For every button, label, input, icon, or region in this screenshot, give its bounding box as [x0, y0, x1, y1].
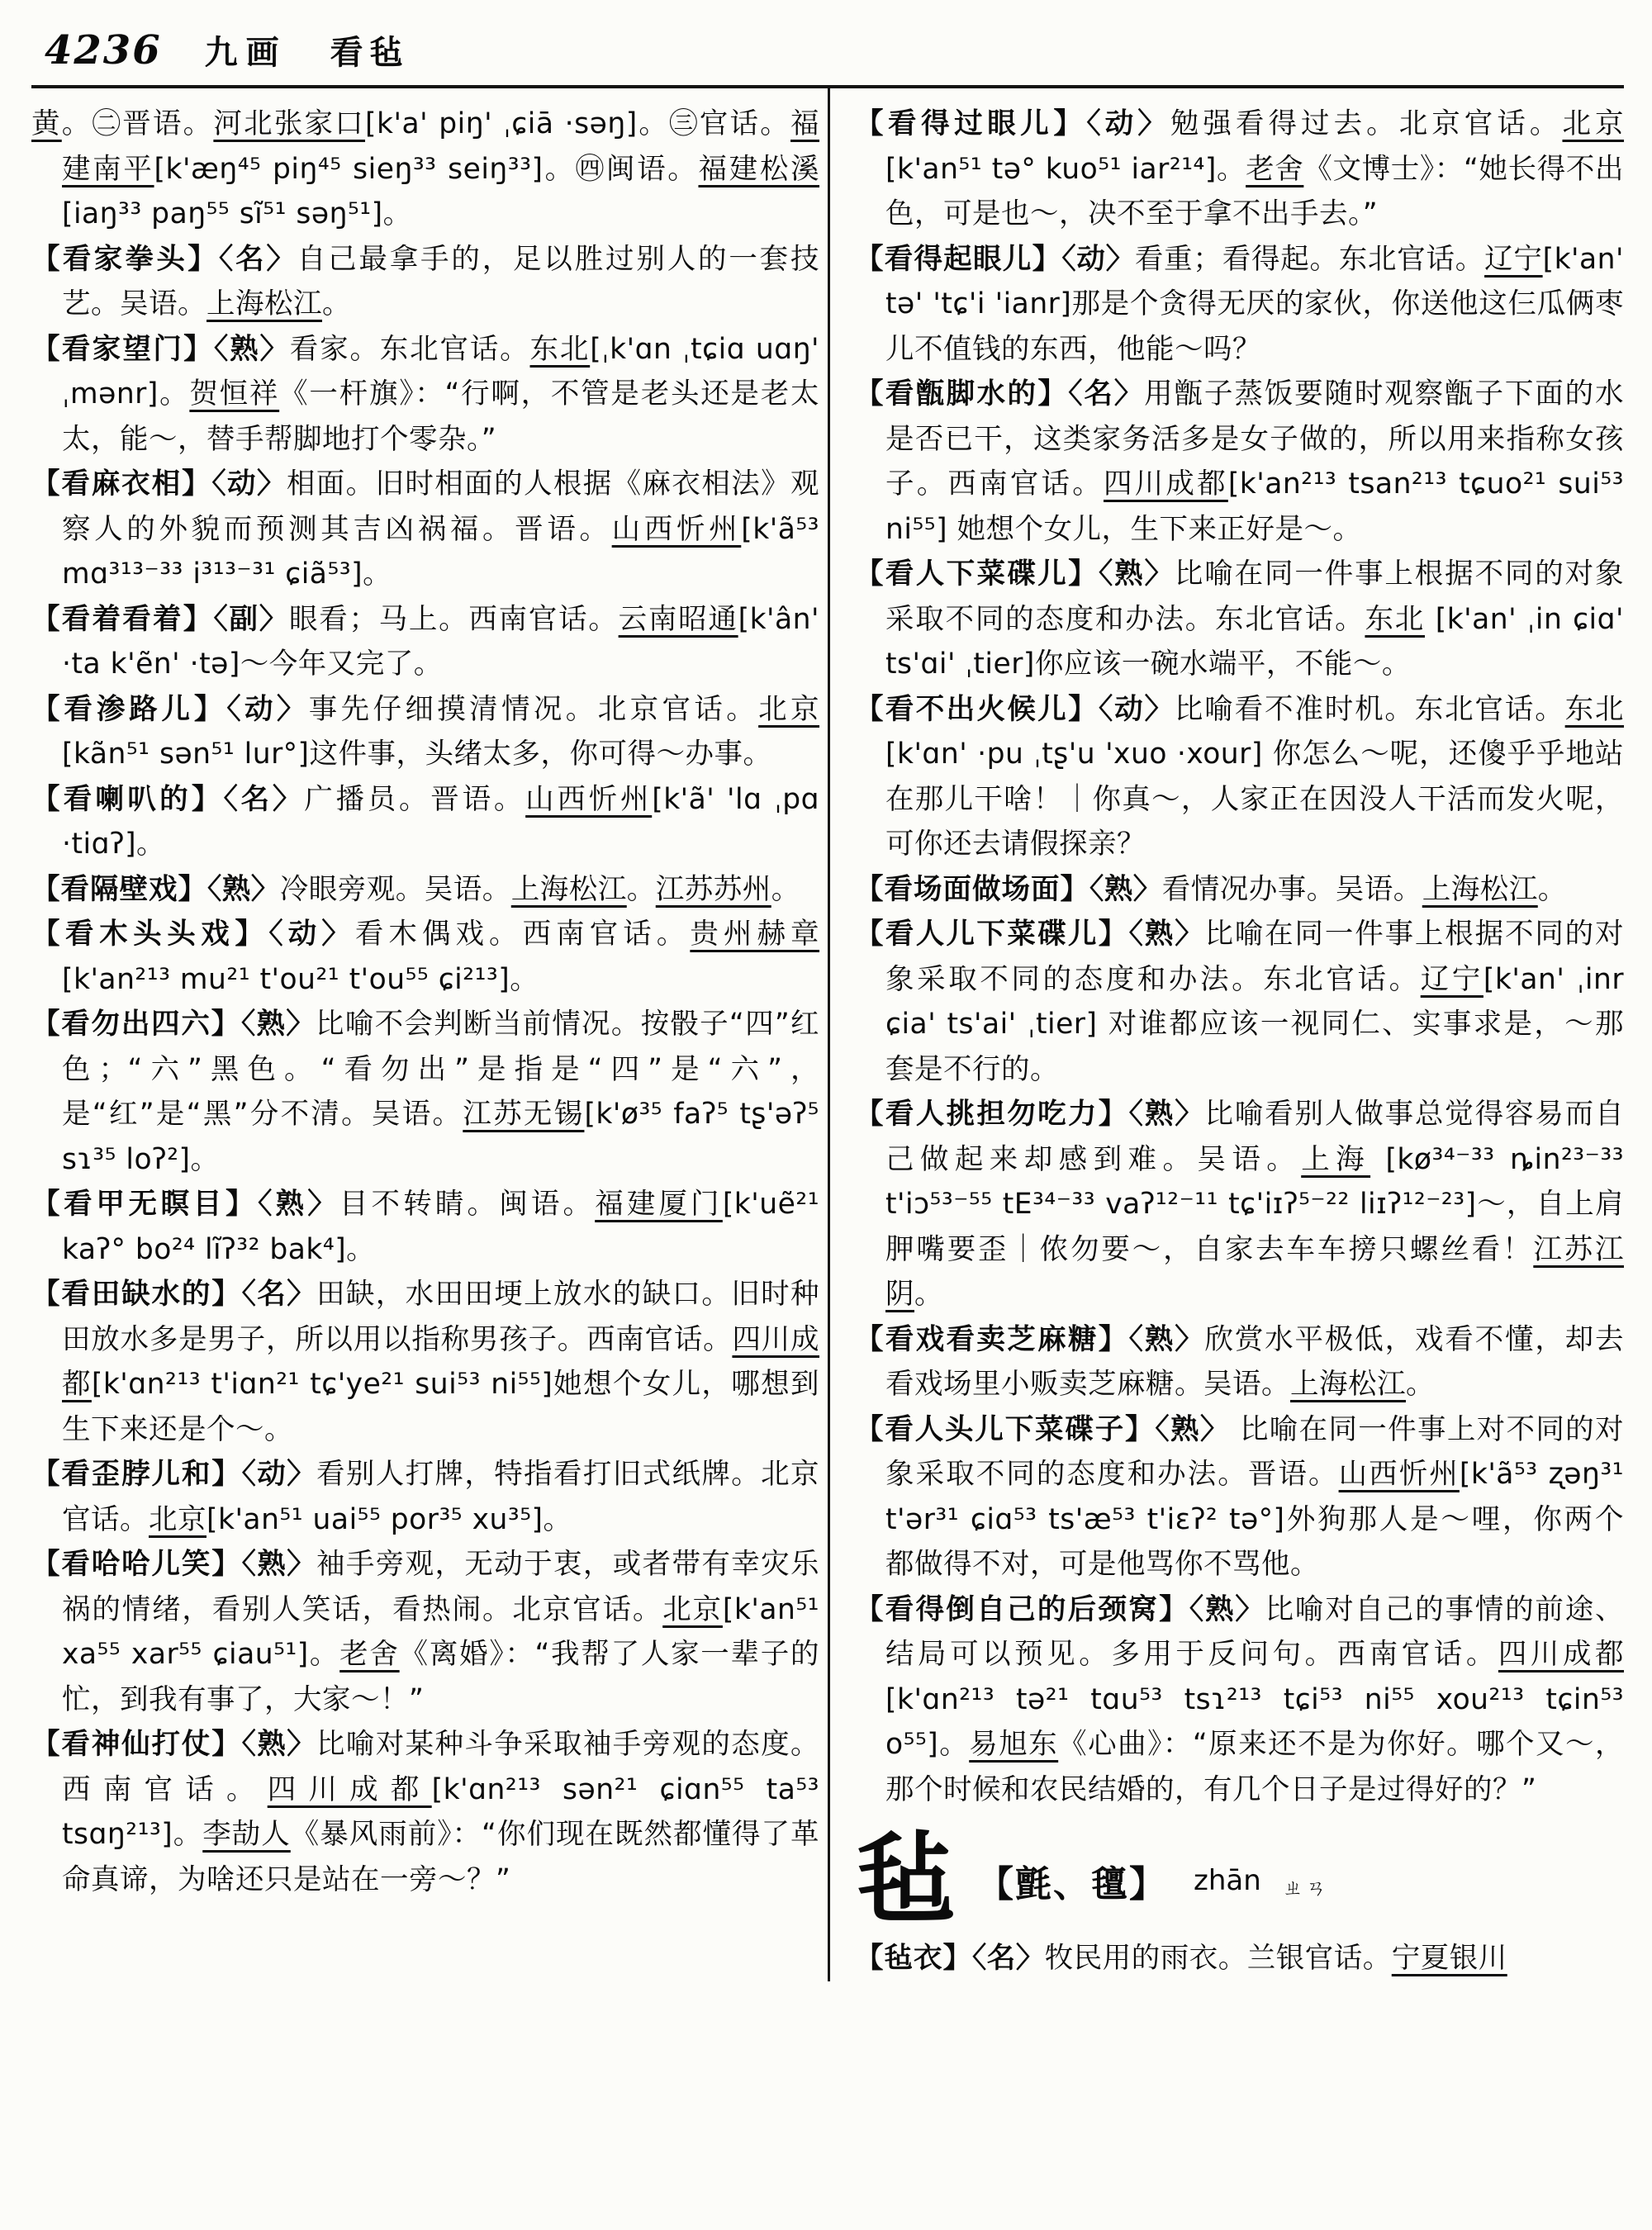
dict-entry — [31, 1452, 819, 1542]
entry-text: [k'ã⁵³ ʐəŋ³¹ t'ər³¹ ɕiɑ⁵³ ts'æ⁵³ t'iɛʔ² tə°]外狗那人是～哩，你两个都做得不对，可是他骂你不骂他。 — [885, 1458, 1624, 1581]
pos-label: 〈名〉 — [972, 1942, 1045, 1975]
pos-label: 〈熟〉 — [240, 1008, 316, 1041]
entry-text: 比喻在同一件事上对不同的对象采取不同的态度和办法。晋语。 — [885, 1412, 1625, 1491]
entry-text: 。 — [771, 872, 800, 906]
pos-label: 〈名〉 — [218, 242, 297, 276]
head-character-pinyin: zhān — [1194, 1864, 1261, 1897]
entry-text: 比喻不会判断当前情况。按骰子“四”红色；“六”黑色。“看勿出”是指是“四”是“六”，是“红”是“黑”分不清。吴语。 — [62, 1008, 820, 1131]
entry-headword: 【看勿出四六】 — [31, 1008, 241, 1041]
dict-entry — [855, 237, 1624, 372]
entry-text: [k'ɑn²¹³ sən²¹ ɕiɑn⁵⁵ ta⁵³ tsɑŋ²¹³]。 — [62, 1772, 820, 1851]
entry-headword: 【看哈哈儿笑】 — [31, 1548, 242, 1581]
entry-headword: 【看渗路儿】 — [31, 692, 227, 726]
entry-text: 《一杆旗》：“行啊，不管是老头还是老太太，能～，替手帮脚地打个零杂。” — [62, 377, 820, 456]
dict-entry — [855, 1092, 1624, 1317]
pos-label: 〈熟〉 — [1155, 1412, 1230, 1446]
dialect-location: 老舍 — [339, 1638, 400, 1671]
entry-text: 勉强看得过去。北京官话。 — [1170, 107, 1563, 140]
entry-text: 看重；看得起。东北官话。 — [1134, 242, 1485, 276]
head-character-zhuyin: ㄓㄢ — [1282, 1876, 1329, 1900]
dict-entry — [31, 1542, 819, 1722]
entry-text: 事先仔细摸清情况。北京官话。 — [308, 692, 759, 726]
pos-label: 〈熟〉 — [241, 1728, 316, 1761]
entry-headword: 【看戏看卖芝麻糖】 — [855, 1322, 1129, 1356]
entry-text: 比喻对自己的事情的前途、结局可以预见。多用于反问句。西南官话。 — [885, 1592, 1625, 1671]
entry-text: [k'an⁵¹ tə° kuo⁵¹ iar²¹⁴]。 — [885, 152, 1246, 186]
dict-entry — [31, 327, 819, 463]
entry-text: 自己最拿手的，足以胜过别人的一套技艺。吴语。 — [62, 242, 820, 320]
dialect-location: 云南昭通 — [618, 602, 738, 636]
dict-entry — [31, 777, 819, 867]
dialect-location: 北京 — [149, 1502, 206, 1536]
entry-text: [k'an⁵¹ xa⁵⁵ xar⁵⁵ ɕiau⁵¹]。 — [62, 1592, 819, 1671]
entry-text: [k'an' tə' 'tɕ'i 'ianr]那是个贪得无厌的家伙，你送他这仨瓜俩枣儿不值钱的东西，他能～吗？ — [885, 242, 1625, 366]
entry-headword: 【看人头儿下菜碟子】 — [855, 1412, 1156, 1446]
entry-text: [kø³⁴⁻³³ ȵin²³⁻³³ t'iɔ⁵³⁻⁵⁵ tE³⁴⁻³³ vaʔ¹²⁻¹¹ tɕ'iɪʔ⁵⁻²² liɪʔ¹²⁻²³]～，自上肩胛嘴要歪｜侬勿要～，自家去车车搒只螺丝看！ — [885, 1142, 1625, 1266]
entry-text: [k'ɑn²¹³ t'iɑn²¹ tɕ'ye²¹ sui⁵³ ni⁵⁵]她想个女儿，哪想到生下来还是个～。 — [62, 1368, 819, 1446]
dict-entry — [31, 1182, 819, 1272]
pos-label: 〈熟〉 — [1128, 918, 1205, 951]
pos-label: 〈动〉 — [1061, 242, 1135, 276]
entry-text: 欣赏水平极低，戏看不懂，却去看戏场里小贩卖芝麻糖。吴语。 — [885, 1322, 1625, 1401]
pos-label: 〈熟〉 — [1128, 1322, 1205, 1356]
entry-text: [ˌk'ɑn ˌtɕiɑ uɑŋ' ˌmənr]。 — [62, 332, 820, 410]
entry-text: 袖手旁观，无动于衷，或者带有幸灾乐祸的情绪，看别人笑话，看热闹。北京官话。 — [62, 1548, 819, 1626]
dict-entry — [855, 372, 1624, 552]
entry-text: 看木偶戏。西南官话。 — [354, 918, 691, 951]
pos-label: 〈动〉 — [241, 1458, 316, 1491]
dialect-location: 福建松溪 — [698, 152, 820, 186]
entry-text: 《暴风雨前》：“你们现在既然都懂得了革命真谛，为啥还只是站在一旁～？” — [62, 1818, 820, 1896]
dict-entry — [31, 687, 819, 777]
entry-text: 《离婚》：“我帮了人家一辈子的忙，到我有事了，大家～！” — [62, 1638, 819, 1716]
dialect-location: 福建厦门 — [595, 1188, 723, 1221]
pos-label: 〈动〉 — [1086, 107, 1170, 140]
entry-text: [k'an' ˌinr ɕia' ts'ai' ˌtier] 对谁都应该一视同仁、实事求是，～那套是不行的。 — [885, 962, 1625, 1086]
head-character-block — [857, 1823, 1624, 1938]
entry-text: 冷眼旁观。吴语。 — [279, 872, 511, 906]
dict-entry — [31, 912, 819, 1002]
pos-label: 〈熟〉 — [1098, 558, 1175, 591]
radical-section: 九画 — [204, 34, 287, 72]
entry-text: 比喻看别人做事总觉得容易而自己做起来却感到难。吴语。 — [885, 1098, 1625, 1176]
dialect-location: 东北 — [1365, 602, 1425, 636]
dialect-location: 山西忻州 — [1338, 1458, 1460, 1491]
dialect-location: 上海松江 — [510, 872, 627, 906]
dict-entry — [855, 1407, 1624, 1587]
entry-headword: 【看人下菜碟儿】 — [855, 558, 1099, 591]
pos-label: 〈名〉 — [241, 1278, 316, 1311]
pos-label: 〈动〉 — [268, 918, 355, 951]
entry-headword: 【看甲无瞑目】 — [31, 1188, 259, 1221]
entry-text: [k'ân' ·ta k'ẽn' ·tə]～今年又完了。 — [62, 602, 820, 681]
entry-headword: 【看喇叭的】 — [31, 782, 224, 816]
dict-entry — [31, 1272, 819, 1452]
entry-text: 目不转睛。闽语。 — [339, 1188, 596, 1221]
columns — [31, 88, 1624, 1981]
dict-entry — [31, 462, 819, 597]
pos-label: 〈动〉 — [211, 467, 287, 501]
dialect-location: 江苏苏州 — [655, 872, 771, 906]
dict-entry — [31, 1002, 819, 1182]
pos-label: 〈熟〉 — [258, 1188, 339, 1221]
pos-label: 〈名〉 — [1068, 377, 1145, 410]
entry-text: 看别人打牌，特指看打旧式纸牌。北京官话。 — [62, 1458, 819, 1536]
pos-label: 〈名〉 — [223, 782, 305, 816]
entry-text: 《心曲》：“原来还不是为你好。哪个又～，那个时候和农民结婚的，有几个日子是过得好的？” — [885, 1728, 1625, 1806]
entry-text: 比喻在同一件事上根据不同的对象采取不同的态度和办法。东北官话。 — [885, 558, 1625, 636]
entry-text: 。 — [914, 1278, 943, 1311]
entry-text: 田缺，水田田埂上放水的缺口。旧时种田放水多是男子，所以用以指称男孩子。西南官话。 — [62, 1278, 819, 1356]
entry-text: 看情况办事。吴语。 — [1161, 872, 1422, 906]
entry-text: 牧民用的雨衣。兰银官话。 — [1044, 1942, 1392, 1975]
entry-text: [iaŋ³³ paŋ⁵⁵ sĩ⁵¹ səŋ⁵¹]。 — [62, 197, 412, 230]
entry-headword: 【看木头头戏】 — [31, 918, 269, 951]
entry-text: 。㊁晋语。 — [61, 107, 214, 140]
entry-text: 比喻看不准时机。东北官话。 — [1174, 692, 1565, 726]
dialect-location: 贵州赫章 — [690, 918, 820, 951]
page-number: 4236 — [45, 27, 162, 74]
entry-headword: 【看隔壁戏】 — [31, 872, 207, 906]
dict-entry — [855, 867, 1624, 913]
entry-headword: 【看歪脖儿和】 — [31, 1458, 242, 1491]
entry-headword: 【看麻衣相】 — [31, 467, 212, 501]
dialect-location: 江苏江阴 — [885, 1232, 1625, 1311]
dialect-location: 上海松江 — [206, 287, 322, 320]
dict-entry — [855, 1936, 1624, 1981]
dialect-location: 江苏无锡 — [463, 1098, 585, 1131]
entry-text: 眼看；马上。西南官话。 — [288, 602, 619, 636]
dialect-location: 北京 — [662, 1592, 723, 1626]
dialect-location: 易旭东 — [969, 1728, 1059, 1761]
entry-headword: 【看神仙打仗】 — [31, 1728, 242, 1761]
entry-text: [k'æŋ⁴⁵ piŋ⁴⁵ sieŋ³³ seiŋ³³]。㊃闽语。 — [154, 152, 699, 186]
dialect-location: 上海松江 — [1422, 872, 1538, 906]
entry-text: 。 — [322, 287, 351, 320]
entry-text: 《文博士》：“她长得不出色，可是也～，决不至于拿不出手去。” — [885, 152, 1625, 230]
entry-text: [k'ã⁵³ mɑ³¹³⁻³³ i³¹³⁻³¹ ɕiã⁵³]。 — [62, 512, 820, 591]
pos-label: 〈熟〉 — [241, 1548, 316, 1581]
entry-headword: 【毡衣】 — [855, 1942, 972, 1975]
dialect-location: 山西忻州 — [525, 782, 653, 816]
entry-text: [k'ã' 'lɑ ˌpɑ ·tiɑʔ]。 — [62, 782, 820, 861]
entry-text: 。 — [626, 872, 656, 906]
entry-headword: 【看不出火候儿】 — [855, 692, 1099, 726]
entry-text: 比喻对某种斗争采取袖手旁观的态度。西南官话。 — [62, 1728, 819, 1806]
dialect-location: 黄 — [31, 107, 62, 140]
dialect-location: 北京 — [758, 692, 820, 726]
entry-text: [k'uẽ²¹ kaʔ° bo²⁴ lĩʔ³² bak⁴]。 — [62, 1188, 820, 1266]
dialect-location: 贺恒祥 — [189, 377, 280, 410]
head-character: 毡 — [857, 1823, 956, 1938]
entry-headword: 【看得起眼儿】 — [855, 242, 1062, 276]
dialect-location: 四川成都 — [1103, 467, 1228, 501]
entry-text: 。 — [1537, 872, 1567, 906]
entry-text: 广播员。晋语。 — [304, 782, 526, 816]
headword-range: 看毡 — [330, 34, 410, 72]
entry-text: 用甑子蒸饭要随时观察甑子下面的水是否已干，这类家务活多是女子做的，所以用来指称女孩子。西南官话。 — [885, 377, 1625, 501]
dialect-location: 四川成都 — [62, 1322, 819, 1401]
entry-text: [k'ø³⁵ faʔ⁵ tʂ'əʔ⁵ sɿ³⁵ loʔ²]。 — [62, 1098, 819, 1176]
dialect-location: 四川成都 — [267, 1772, 432, 1806]
pos-label: 〈动〉 — [1098, 692, 1175, 726]
dict-entry — [855, 912, 1624, 1092]
entry-headword: 【看场面做场面】 — [855, 872, 1089, 906]
dialect-location: 老舍 — [1246, 152, 1304, 186]
dialect-location: 东北 — [1564, 692, 1625, 726]
entry-text: [k'a' piŋ' ˌɕiā ·səŋ]。㊂官话。 — [365, 107, 791, 140]
entry-text: 看家。东北官话。 — [289, 332, 530, 366]
pos-label: 〈熟〉 — [1128, 1098, 1205, 1131]
dialect-location: 李劼人 — [202, 1818, 291, 1851]
pos-label: 〈熟〉 — [207, 872, 280, 906]
entry-headword: 【看着看着】 — [31, 602, 214, 636]
dialect-location: 北京 — [1562, 107, 1625, 140]
dialect-location: 福建南平 — [62, 107, 820, 186]
entry-text: [k'ɑn²¹³ tə²¹ tɑu⁵³ tsɿ²¹³ tɕi⁵³ ni⁵⁵ xou²¹³ tɕin⁵³ o⁵⁵]。 — [885, 1682, 1624, 1761]
dialect-location: 辽宁 — [1484, 242, 1543, 276]
dialect-location: 四川成都 — [1498, 1638, 1625, 1671]
dict-entry — [31, 237, 819, 327]
dict-entry — [31, 597, 819, 687]
entry-text: [k'an' ˌin ɕiɑ' ts'ɑi' ˌtier]你应该一碗水端平，不能～。 — [885, 602, 1625, 681]
entry-text: 。 — [1406, 1368, 1435, 1401]
dict-entry — [855, 552, 1624, 687]
entry-headword: 【看得倒自己的后颈窝】 — [855, 1592, 1189, 1626]
entry-headword: 【看人儿下菜碟儿】 — [855, 918, 1129, 951]
dict-entry — [31, 1722, 819, 1902]
entry-text: [kãn⁵¹ sən⁵¹ lur°]这件事，头绪太多，你可得～办事。 — [62, 738, 772, 771]
entry-headword: 【看田缺水的】 — [31, 1278, 242, 1311]
entry-headword: 【看人挑担勿吃力】 — [855, 1098, 1129, 1131]
dialect-location: 河北张家口 — [213, 107, 366, 140]
page-header — [31, 12, 1624, 85]
entry-headword: 【看家拳头】 — [31, 242, 219, 276]
dict-entry — [855, 1587, 1624, 1813]
right-column — [828, 88, 1624, 1981]
entry-headword: 【看得过眼儿】 — [855, 107, 1087, 140]
dict-entry — [31, 867, 819, 913]
dialect-location: 上海松江 — [1290, 1368, 1406, 1401]
pos-label: 〈副〉 — [213, 602, 289, 636]
entry-text: [k'ɑn' ·pu ˌtʂ'u 'xuo ·xour] 你怎么～呢，还傻乎乎地站在那儿干啥！｜你真～，人家正在因没人干活而发火呢，可你还去请假探亲？ — [885, 738, 1624, 861]
entry-text: [k'an²¹³ mu²¹ t'ou²¹ t'ou⁵⁵ ɕi²¹³]。 — [62, 962, 539, 996]
pos-label: 〈熟〉 — [214, 332, 290, 366]
pos-label: 〈熟〉 — [1089, 872, 1162, 906]
dialect-location: 上海 — [1301, 1142, 1371, 1176]
entry-headword: 【看家望门】 — [31, 332, 215, 366]
dict-entry — [855, 687, 1624, 867]
dialect-location: 山西忻州 — [611, 512, 742, 546]
entry-text: [k'an⁵¹ uai⁵⁵ por³⁵ xu³⁵]。 — [206, 1502, 572, 1536]
entry-headword: 【看甑脚水的】 — [855, 377, 1069, 410]
dict-entry — [855, 1317, 1624, 1407]
entry-text: 比喻在同一件事上根据不同的对象采取不同的态度和办法。东北官话。 — [885, 918, 1625, 996]
dialect-location: 东北 — [529, 332, 591, 366]
dialect-location: 宁夏银川 — [1391, 1942, 1507, 1975]
head-character-variants: 【氈、氊】 — [977, 1863, 1167, 1905]
left-column — [31, 88, 828, 1981]
dict-entry — [855, 102, 1624, 237]
pos-label: 〈动〉 — [226, 692, 309, 726]
entry-text: [k'an²¹³ tsan²¹³ tɕuo²¹ sui⁵³ ni⁵⁵] 她想个女儿，生下来正好是～。 — [885, 467, 1624, 546]
entry-text: 相面。旧时相面的人根据《麻衣相法》观察人的外貌而预测其吉凶祸福。晋语。 — [62, 467, 820, 546]
pos-label: 〈熟〉 — [1189, 1592, 1265, 1626]
dialect-location: 辽宁 — [1420, 962, 1483, 996]
continuation-text — [31, 102, 819, 237]
